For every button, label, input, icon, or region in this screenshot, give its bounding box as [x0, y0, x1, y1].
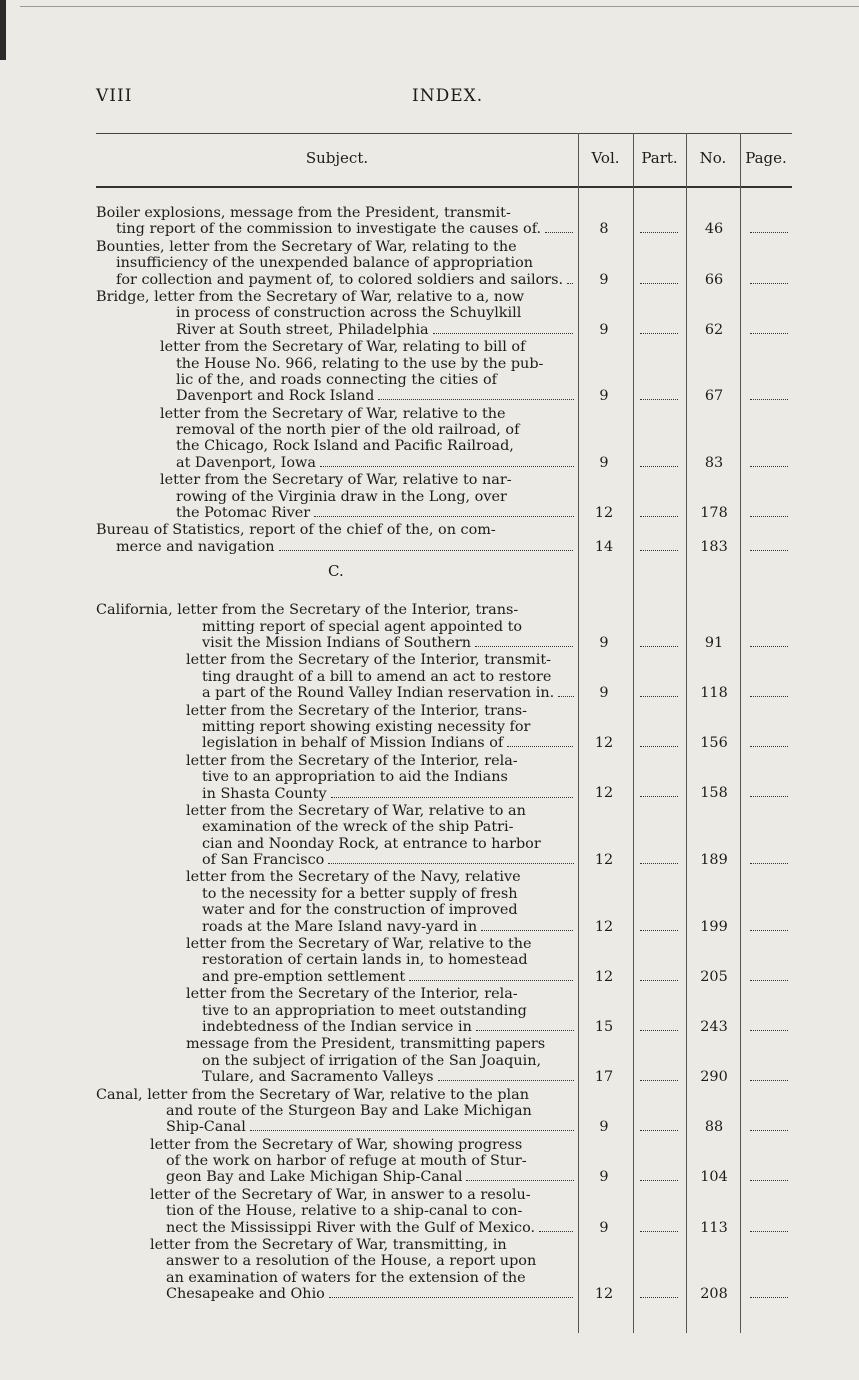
entry-part-leader [636, 1019, 682, 1035]
top-border [20, 6, 859, 7]
entry-part-leader [636, 1286, 682, 1302]
entry-line [96, 1119, 574, 1135]
table-row [96, 472, 792, 521]
entry-text: Canal, letter from the Secretary of War, relative to the plan [96, 1086, 529, 1103]
entry-line [96, 438, 574, 454]
entry-part-leader [636, 505, 682, 521]
entry-text: a part of the Round Valley Indian reservation in. [202, 685, 555, 702]
entry-text: River at South street, Philadelphia [176, 321, 429, 338]
entry-text: the Chicago, Rock Island and Pacific Railroad, [176, 438, 514, 455]
index-table [96, 133, 792, 1333]
entry-part-leader [636, 1119, 682, 1135]
entry-page-leader [746, 272, 792, 288]
entry-line [96, 652, 574, 668]
entry-line [96, 322, 574, 338]
dot-leader [539, 1220, 574, 1232]
index-rows [96, 205, 792, 1304]
entry-line [96, 1019, 574, 1035]
entry-line [96, 952, 574, 968]
entry-line [96, 522, 574, 538]
entry-vol: 12 [594, 852, 614, 869]
entry-vol: 9 [599, 685, 609, 702]
entry-text: of the work on harbor of refuge at mouth of Stur- [166, 1153, 527, 1170]
entry-text: letter from the Secretary of War, relative to nar- [160, 472, 512, 489]
entry-line [96, 372, 574, 388]
entry-vol: 12 [594, 785, 614, 802]
entry-subject [96, 803, 574, 869]
entry-line [96, 1036, 574, 1052]
entry-line [96, 719, 574, 735]
entry-no: 205 [700, 968, 728, 985]
entry-page-leader [746, 539, 792, 555]
header-page: Page. [745, 149, 787, 167]
entry-text: mitting report showing existing necessity for [202, 718, 531, 735]
entry-no: 83 [704, 454, 724, 471]
entry-text: indebtedness of the Indian service in [202, 1018, 472, 1035]
entry-no: 104 [700, 1169, 728, 1186]
entry-page-leader [746, 505, 792, 521]
entries-c [96, 602, 792, 1302]
entry-text: legislation in behalf of Mission Indians of [202, 735, 504, 752]
dot-leader [438, 1069, 574, 1081]
entry-subject [96, 289, 574, 338]
entry-line [96, 685, 574, 701]
entry-text: in process of construction across the Schuylkill [176, 305, 522, 322]
entry-line [96, 919, 574, 935]
entry-line [96, 305, 574, 321]
entry-vol: 12 [594, 1286, 614, 1303]
entry-text: tive to an appropriation to aid the Indians [202, 769, 508, 786]
entry-no: 183 [700, 538, 728, 555]
entry-vol: 9 [599, 271, 609, 288]
entry-line [96, 669, 574, 685]
entry-line [96, 635, 574, 651]
entry-page-leader [746, 1220, 792, 1236]
entry-line [96, 1270, 574, 1286]
entry-line [96, 239, 574, 255]
entry-line [96, 819, 574, 835]
table-row [96, 1187, 792, 1236]
entry-part-leader [636, 1069, 682, 1085]
entry-no: 118 [700, 685, 728, 702]
entry-part-leader [636, 455, 682, 471]
table-row [96, 753, 792, 802]
entry-text: removal of the north pier of the old railroad, of [176, 422, 520, 439]
entry-text: Ship-Canal [166, 1119, 246, 1136]
dot-leader [314, 505, 574, 517]
dot-leader [279, 539, 574, 551]
dot-leader [433, 322, 574, 334]
entry-subject [96, 602, 574, 651]
entry-part-leader [636, 735, 682, 751]
entry-text: merce and navigation [116, 538, 275, 555]
entry-vol: 12 [594, 918, 614, 935]
entry-page-leader [746, 1069, 792, 1085]
entry-text: an examination of waters for the extension of the [166, 1269, 526, 1286]
entry-vol: 9 [599, 1119, 609, 1136]
entry-no: 67 [704, 388, 724, 405]
dot-leader [328, 852, 574, 864]
entry-part-leader [636, 1220, 682, 1236]
entry-text: visit the Mission Indians of Southern [202, 634, 472, 651]
entry-vol: 15 [594, 1018, 614, 1035]
entry-text: letter from the Secretary of War, relative to the [160, 405, 506, 422]
entry-line [96, 886, 574, 902]
entry-line [96, 1203, 574, 1219]
dot-leader [475, 635, 574, 647]
entry-vol: 9 [599, 388, 609, 405]
entry-text: for collection and payment of, to colored soldiers and sailors. [116, 271, 564, 288]
entry-text: letter of the Secretary of War, in answer to a resolu- [150, 1186, 531, 1203]
dot-leader [558, 685, 574, 697]
entry-line [96, 1253, 574, 1269]
entry-page-leader [746, 969, 792, 985]
dot-leader [250, 1119, 574, 1131]
entry-line [96, 1237, 574, 1253]
entry-text: letter from the Secretary of the Interior, transmit- [186, 652, 551, 669]
entry-text: in Shasta County [202, 785, 327, 802]
entry-vol: 9 [599, 634, 609, 651]
entry-no: 158 [700, 785, 728, 802]
entry-text: letter from the Secretary of War, transmitting, in [150, 1237, 507, 1254]
page-edge-shadow [0, 0, 6, 60]
entry-line [96, 455, 574, 471]
entry-line [96, 1087, 574, 1103]
page-header [96, 86, 786, 110]
dot-leader [567, 272, 574, 284]
entry-no: 243 [700, 1018, 728, 1035]
entry-text: Chesapeake and Ohio [166, 1286, 325, 1303]
entry-line [96, 272, 574, 288]
entry-subject [96, 406, 574, 472]
entry-text: Bureau of Statistics, report of the chief of the, on com- [96, 522, 496, 539]
entry-line [96, 205, 574, 221]
entry-text: letter from the Secretary of War, relative to an [186, 802, 526, 819]
dot-leader [481, 919, 574, 931]
entry-line [96, 1220, 574, 1236]
entry-text: examination of the wreck of the ship Patri- [202, 819, 514, 836]
entry-text: ting draught of a bill to amend an act to restore [202, 668, 552, 685]
entry-line [96, 936, 574, 952]
entry-page-leader [746, 388, 792, 404]
entry-no: 113 [700, 1219, 728, 1236]
table-row [96, 803, 792, 869]
entry-part-leader [636, 785, 682, 801]
entry-line [96, 852, 574, 868]
entry-line [96, 1069, 574, 1085]
entry-part-leader [636, 322, 682, 338]
entry-vol: 12 [594, 505, 614, 522]
entry-subject [96, 1137, 574, 1186]
table-row [96, 1087, 792, 1136]
dot-leader [320, 455, 574, 467]
entry-line [96, 489, 574, 505]
entry-text: letter from the Secretary of War, relative to the [186, 936, 532, 953]
entry-text: ting report of the commission to investigate the causes of. [116, 221, 542, 238]
table-row [96, 289, 792, 338]
entry-line [96, 539, 574, 555]
entry-subject [96, 205, 574, 238]
entry-no: 208 [700, 1286, 728, 1303]
entry-text: the House No. 966, relating to the use by the pub- [176, 355, 544, 372]
table-row [96, 1137, 792, 1186]
entry-vol: 8 [599, 221, 609, 238]
entry-page-leader [746, 635, 792, 651]
table-row [96, 205, 792, 238]
section-letter: C. [328, 562, 344, 581]
page-number: VIII [96, 86, 133, 106]
header-part: Part. [641, 149, 678, 167]
entry-text: Boiler explosions, message from the President, transmit- [96, 205, 511, 221]
entry-text: mitting report of special agent appointed to [202, 618, 523, 635]
entry-text: Bounties, letter from the Secretary of War, relating to the [96, 238, 517, 255]
table-row [96, 936, 792, 985]
entry-page-leader [746, 1119, 792, 1135]
table-row [96, 602, 792, 651]
entry-text: Tulare, and Sacramento Valleys [202, 1069, 434, 1086]
entry-vol: 9 [599, 1219, 609, 1236]
table-top-rule [96, 133, 792, 134]
entry-line [96, 769, 574, 785]
entry-text: letter from the Secretary of War, showing progress [150, 1136, 523, 1153]
entry-no: 156 [700, 735, 728, 752]
entry-text: cian and Noonday Rock, at entrance to harbor [202, 835, 541, 852]
entry-text: and pre-emption settlement [202, 968, 406, 985]
entry-part-leader [636, 1169, 682, 1185]
entry-line [96, 472, 574, 488]
entry-vol: 14 [594, 538, 614, 555]
entry-text: restoration of certain lands in, to homestead [202, 952, 528, 969]
entry-subject [96, 1187, 574, 1236]
entry-text: letter from the Secretary of the Interior, rela- [186, 986, 518, 1003]
entry-subject [96, 652, 574, 701]
table-row [96, 986, 792, 1035]
entry-page-leader [746, 852, 792, 868]
entry-line [96, 289, 574, 305]
entry-line [96, 735, 574, 751]
entry-subject [96, 753, 574, 802]
entry-vol: 9 [599, 1169, 609, 1186]
dot-leader [476, 1019, 574, 1031]
entry-line [96, 969, 574, 985]
entry-line [96, 505, 574, 521]
entry-text: geon Bay and Lake Michigan Ship-Canal [166, 1169, 463, 1186]
header-no: No. [699, 149, 727, 167]
table-header-rule [96, 186, 792, 188]
entry-vol: 17 [594, 1069, 614, 1086]
table-row [96, 339, 792, 405]
entry-line [96, 869, 574, 885]
entry-part-leader [636, 221, 682, 237]
entry-subject [96, 239, 574, 288]
table-row [96, 1036, 792, 1085]
entry-line [96, 221, 574, 237]
entry-line [96, 1286, 574, 1302]
entry-no: 62 [704, 321, 724, 338]
entry-part-leader [636, 388, 682, 404]
entry-line [96, 255, 574, 271]
entry-text: Davenport and Rock Island [176, 388, 375, 405]
entry-text: nect the Mississippi River with the Gulf of Mexico. [166, 1219, 536, 1236]
entry-no: 88 [704, 1119, 724, 1136]
entry-text: rowing of the Virginia draw in the Long, over [176, 488, 507, 505]
entry-subject [96, 1237, 574, 1303]
entry-line [96, 619, 574, 635]
entry-line [96, 1103, 574, 1119]
entry-text: answer to a resolution of the House, a report upon [166, 1253, 537, 1270]
entry-text: to the necessity for a better supply of fresh [202, 885, 518, 902]
header-subject: Subject. [305, 149, 369, 167]
entry-subject [96, 472, 574, 521]
entry-line [96, 803, 574, 819]
dot-leader [507, 735, 574, 747]
entry-line [96, 1137, 574, 1153]
entry-subject [96, 1087, 574, 1136]
entry-page-leader [746, 221, 792, 237]
entry-no: 189 [700, 852, 728, 869]
dot-leader [545, 221, 574, 233]
entry-line [96, 1169, 574, 1185]
entry-page-leader [746, 785, 792, 801]
entry-line [96, 1187, 574, 1203]
table-row [96, 406, 792, 472]
dot-leader [378, 388, 574, 400]
entry-text: letter from the Secretary of the Interior, trans- [186, 702, 527, 719]
entry-line [96, 422, 574, 438]
entry-text: the Potomac River [176, 505, 311, 522]
entry-vol: 9 [599, 454, 609, 471]
entry-line [96, 786, 574, 802]
table-row [96, 1237, 792, 1303]
entry-page-leader [746, 1286, 792, 1302]
entry-page-leader [746, 919, 792, 935]
page-title: INDEX. [412, 86, 484, 106]
entry-line [96, 1053, 574, 1069]
entry-text: lic of the, and roads connecting the cities of [176, 371, 497, 388]
entry-part-leader [636, 969, 682, 985]
entry-page-leader [746, 322, 792, 338]
entry-line [96, 1003, 574, 1019]
entry-text: letter from the Secretary of War, relating to bill of [160, 339, 526, 356]
table-row [96, 652, 792, 701]
entry-no: 290 [700, 1069, 728, 1086]
entry-part-leader [636, 852, 682, 868]
entry-subject [96, 1036, 574, 1085]
table-row [96, 239, 792, 288]
entry-no: 199 [700, 918, 728, 935]
entry-line [96, 406, 574, 422]
entry-text: at Davenport, Iowa [176, 454, 316, 471]
entry-line [96, 356, 574, 372]
entry-page-leader [746, 455, 792, 471]
entry-vol: 12 [594, 735, 614, 752]
entry-line [96, 836, 574, 852]
entry-line [96, 753, 574, 769]
entry-part-leader [636, 539, 682, 555]
header-vol: Vol. [591, 149, 620, 167]
entry-line [96, 902, 574, 918]
table-row [96, 703, 792, 752]
entry-page-leader [746, 735, 792, 751]
entry-text: tion of the House, relative to a ship-canal to con- [166, 1203, 523, 1220]
entry-text: Bridge, letter from the Secretary of War, relative to a, now [96, 288, 525, 305]
entry-line [96, 339, 574, 355]
dot-leader [329, 1286, 574, 1298]
entry-subject [96, 522, 574, 555]
entry-no: 91 [704, 634, 724, 651]
entry-subject [96, 986, 574, 1035]
entry-part-leader [636, 919, 682, 935]
dot-leader [466, 1169, 574, 1181]
entry-text: of San Francisco [202, 852, 325, 869]
entry-no: 66 [704, 271, 724, 288]
entry-text: water and for the construction of improved [202, 902, 518, 919]
entry-line [96, 388, 574, 404]
entry-text: roads at the Mare Island navy-yard in [202, 918, 478, 935]
entry-subject [96, 936, 574, 985]
entry-text: letter from the Secretary of the Navy, relative [186, 869, 521, 886]
dot-leader [409, 969, 574, 981]
entry-line [96, 986, 574, 1002]
entry-line [96, 703, 574, 719]
entry-text: insufficiency of the unexpended balance of appropriation [116, 255, 534, 272]
entry-page-leader [746, 685, 792, 701]
table-row [96, 869, 792, 935]
entry-vol: 12 [594, 968, 614, 985]
entry-line [96, 1153, 574, 1169]
entries-b [96, 205, 792, 555]
entry-part-leader [636, 272, 682, 288]
entry-page-leader [746, 1169, 792, 1185]
dot-leader [331, 786, 574, 798]
entry-line [96, 602, 574, 618]
entry-subject [96, 339, 574, 405]
entry-part-leader [636, 635, 682, 651]
entry-text: and route of the Sturgeon Bay and Lake Michigan [166, 1102, 532, 1119]
entry-part-leader [636, 685, 682, 701]
entry-no: 46 [704, 221, 724, 238]
entry-text: on the subject of irrigation of the San Joaquin, [202, 1052, 542, 1069]
entry-text: California, letter from the Secretary of the Interior, trans- [96, 602, 519, 619]
entry-vol: 9 [599, 321, 609, 338]
entry-subject [96, 869, 574, 935]
table-row [96, 522, 792, 555]
entry-text: letter from the Secretary of the Interior, rela- [186, 752, 518, 769]
entry-no: 178 [700, 505, 728, 522]
entry-text: message from the President, transmitting papers [186, 1036, 546, 1053]
entry-text: tive to an appropriation to meet outstanding [202, 1002, 527, 1019]
entry-subject [96, 703, 574, 752]
entry-page-leader [746, 1019, 792, 1035]
